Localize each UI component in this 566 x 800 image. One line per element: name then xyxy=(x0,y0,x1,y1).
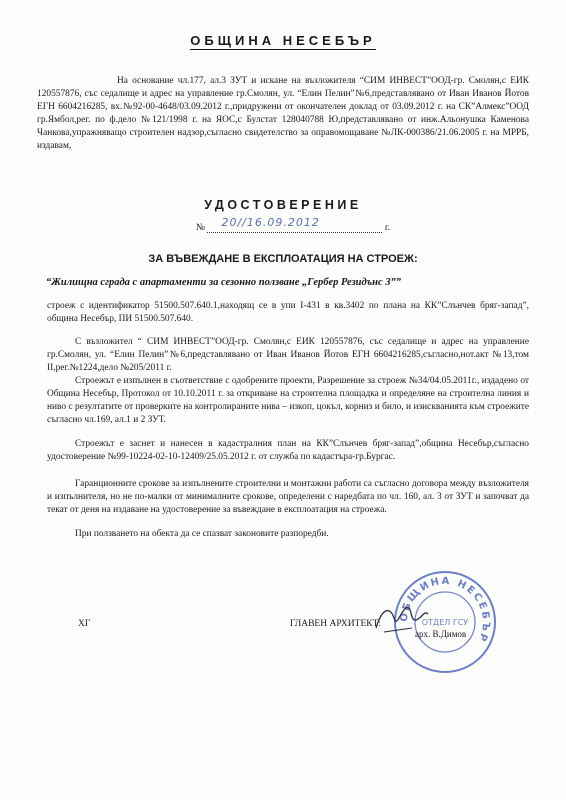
handwritten-number: 20//16.09.2012 xyxy=(221,216,320,229)
intro-paragraph: На основание чл.177, ал.3 ЗУТ и искане на възложителя “СИМ ИНВЕСТ”ООД-гр. Смолян,с ЕИК 120557876, със седалище и адрес на управление гр.Смолян, ул. “Елин Пелин”№6,представлявано от Иван Иванов Йотов ЕГН 6604216285, вх.№92-00-4648/03.09.2012 г.,придружени от окончателен доклад от 03.09.2012 г. на СК”Алмекс”ООД гр.Ямбол,рег. по ф.дело №121/1998 г. на ЯОС,с Булстат 128040788 Ю,представлявано от инж.Альонушка Каменова Чанкова,упражняващо строителен надзор,съгласно свидетелство за оправомощаване №ЛК-000386/21.06.2005 г. на МРРБ, издавам, xyxy=(37,76,529,151)
chief-architect-label: ГЛАВЕН АРХИТЕКТ: xyxy=(290,619,382,629)
certificate-number-line xyxy=(196,216,446,233)
identifier-paragraph: строеж с идентификатор 51500.507.640.1,находящ се в упи I-431 в кв.3402 по плана на КК”Слънчев бряг-запад”, община Несебър, ПИ 51500.507.640. xyxy=(47,301,529,324)
number-dotted-line xyxy=(207,216,382,233)
municipality-title: ОБЩИНА НЕСЕБЪР xyxy=(190,33,376,48)
certificate-heading: УДОСТОВЕРЕНИЕ xyxy=(204,198,362,212)
initials-label: ХГ xyxy=(78,619,91,629)
usage-paragraph: При ползването на обекта да се спазват законовите разпоредби. xyxy=(75,529,329,539)
cadastre-paragraph: Строежът е заснет и нанесен в кадастралния план на КК”Слънчев бряг-запад”,община Несебър,съгласно удостоверение №99-10224-02-10-12409/25.05.2012 г. от служба по кадастъра-гр.Бургас. xyxy=(47,439,529,462)
architect-name: арх. В.Димов xyxy=(415,629,467,639)
warranty-paragraph: Гаранционните срокове за изпълнените строителни и монтажни работи са съгласно договора между възложителя и изпълнителя, но не по-малки от минималните срокове, определени с наредбата по чл. 160, ал. 3 от ЗУТ и започват да текат от деня на издаване на удостоверение за въвеждане в експлоатация на строежа. xyxy=(47,479,529,515)
stamp-ring-text: ОБЩИНА НЕСЕБЪР xyxy=(398,575,492,645)
stamp-inner-text: ОТДЕЛ ГСУ xyxy=(421,618,469,627)
purpose-heading: ЗА ВЪВЕЖДАНЕ В ЕКСПЛОАТАЦИЯ НА СТРОЕЖ: xyxy=(148,253,418,265)
number-suffix: г. xyxy=(384,223,391,233)
investor-paragraph: С възложител “ СИМ ИНВЕСТ”ООД-гр. Смолян,с ЕИК 120557876, със седалище и адрес на управление гр.Смолян, ул. “Елин Пелин”№6,представлявано от Иван Иванов Йотов ЕГН 6604216285,съгласно,нот.акт №13,том II,рег.№1224,дело №205/2011 г. xyxy=(47,337,529,373)
number-prefix: № xyxy=(196,223,206,233)
construction-paragraph: Строежът е изпълнен в съответствие с одобрените проекти, Разрешение за строеж №34/04.05.2011г., издадено от Община Несебър, Протокол от 10.10.2011 г. за откриване на строителна площадка и определяне на строителна линия и ниво с резултатите от проверките на контролираните нива – изкоп, цокъл, корниз и било, и изискванията към строежите съгласно чл.169, ал.1 и 2 ЗУТ. xyxy=(47,376,529,425)
building-title: “Жилищна сграда с апартаменти за сезонно ползване „Гербер Резидънс 3”” xyxy=(46,277,401,288)
